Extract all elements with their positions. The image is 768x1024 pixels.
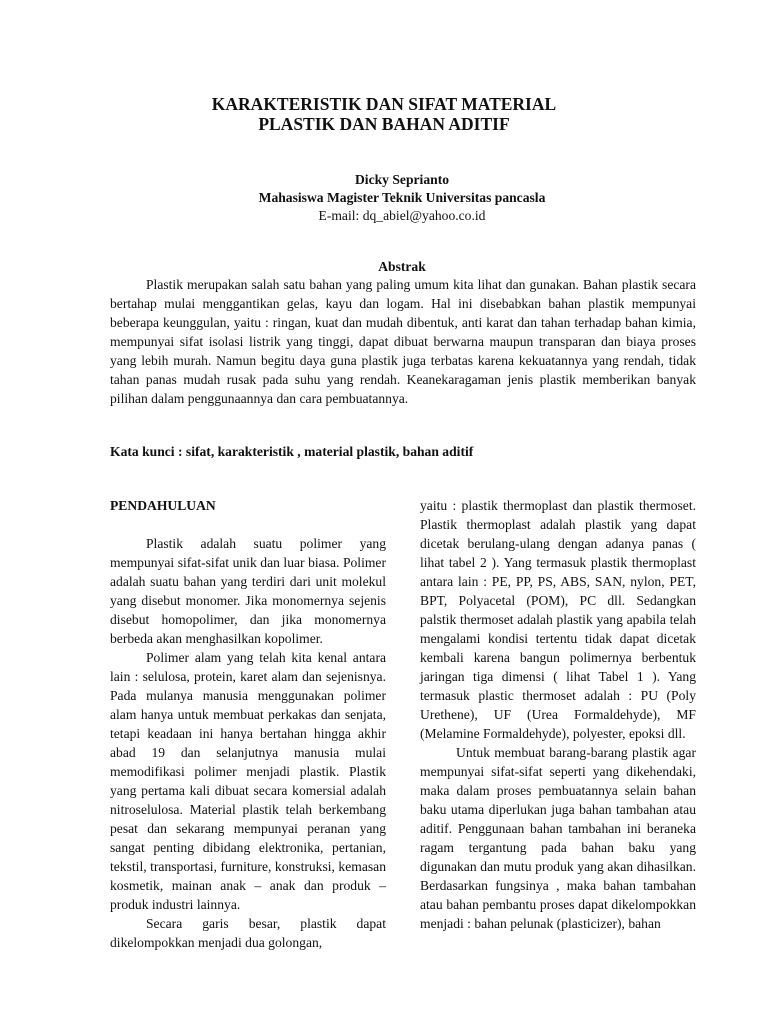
author-block [0, 171, 768, 225]
paper-title [0, 94, 768, 134]
abstract-text: Plastik merupakan salah satu bahan yang paling umum kita lihat dan gunakan. Bahan plastik secara bertahap mulai menggantikan gelas, kayu dan logam. Hal ini disebabkan bahan plastik mempunyai beberapa keunggulan, yaitu : ringan, kuat dan mudah dibentuk, anti karat dan tahan terhadap bahan kimia, mempunyai sifat isolasi listrik yang tinggi, dapat dibuat berwarna maupun transparan dan biaya proses yang lebih murah. Namun begitu daya guna plastik juga terbatas karena kekuatannya yang rendah, tidak tahan panas mudah rusak pada suhu yang rendah. Keanekaragaman jenis plastik memberikan banyak pilihan dalam penggunaannya dan cara pembuatannya. [110, 277, 696, 406]
keywords: Kata kunci : sifat, karakteristik , material plastik, bahan aditif [110, 444, 474, 459]
paragraph: Secara garis besar, plastik dapat dikelompokkan menjadi dua golongan, [110, 916, 386, 950]
author-affiliation: Mahasiswa Magister Teknik Universitas pancasla [258, 190, 546, 205]
author-name: Dicky Seprianto [354, 172, 450, 187]
abstract-heading: Abstrak [378, 259, 426, 274]
title-line-1: KARAKTERISTIK DAN SIFAT MATERIAL [211, 94, 557, 114]
paragraph: Polimer alam yang telah kita kenal antara lain : selulosa, protein, karet alam dan sejenisnya. Pada mulanya manusia menggunakan polimer alam hanya untuk membuat perkakas dan senjata, tetapi keadaan ini hanya bertahan hingga akhir abad 19 dan selanjutnya manusia mulai memodifikasi polimer menjadi plastik. Plastik yang pertama kali dibuat secara komersial adalah nitroselulosa. Material plastik telah berkembang pesat dan sekarang mempunyai peranan yang sangat penting dibidang elektronika, pertanian, tekstil, transportasi, furniture, konstruksi, kemasan kosmetik, mainan anak – anak dan produk – produk industri lainnya. [110, 650, 386, 912]
section-heading-pendahuluan: PENDAHULUAN [110, 498, 216, 513]
abstract-body [110, 275, 696, 408]
title-line-2: PLASTIK DAN BAHAN ADITIF [258, 114, 510, 134]
paragraph: Plastik adalah suatu polimer yang mempunyai sifat-sifat unik dan luar biasa. Polimer adalah suatu bahan yang terdiri dari unit molekul yang disebut monomer. Jika monomernya sejenis disebut homopolimer, dan jika monomernya berbeda akan menghasilkan kopolimer. [110, 536, 386, 646]
paragraph: yaitu : plastik thermoplast dan plastik thermoset. Plastik thermoplast adalah plastik yang dapat dicetak berulang-ulang dengan adanya panas ( lihat tabel 2 ). Yang termasuk plastik thermoplast antara lain : PE, PP, PS, ABS, SAN, nylon, PET, BPT, Polyacetal (POM), PC dll. Sedangkan palstik thermoset adalah plastik yang apabila telah mengalami kondisi tertentu tidak dapat dicetak kembali karena bangun polimernya berbentuk jaringan tiga dimensi ( lihat Tabel 1 ). Yang termasuk plastic thermoset adalah : PU (Poly Urethene), UF (Urea Formaldehyde), MF (Melamine Formaldehyde), polyester, epoksi dll. [420, 498, 696, 741]
left-column [110, 496, 386, 952]
author-email: E-mail: dq_abiel@yahoo.co.id [318, 208, 486, 223]
paragraph: Untuk membuat barang-barang plastik agar mempunyai sifat-sifat seperti yang dikehendaki, maka dalam proses pembuatannya selain bahan baku utama diperlukan juga bahan tambahan atau aditif. Penggunaan bahan tambahan ini beraneka ragam tergantung pada bahan baku yang digunakan dan mutu produk yang akan dihasilkan. Berdasarkan fungsinya , maka bahan tambahan atau bahan pembantu proses dapat dikelompokkan menjadi : bahan pelunak (plasticizer), bahan [420, 745, 696, 931]
right-column [420, 496, 696, 933]
